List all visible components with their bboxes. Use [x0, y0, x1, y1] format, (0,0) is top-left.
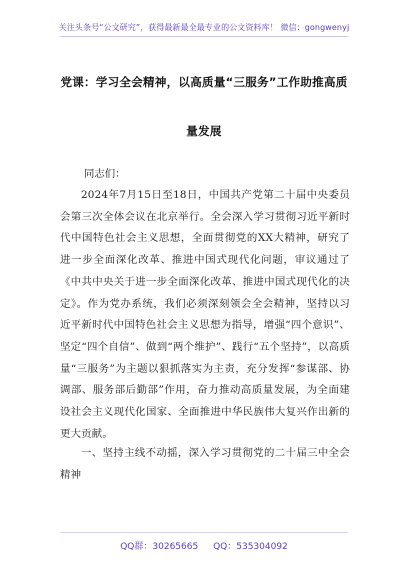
- header-banner: 关注头条号“公文研究”，获得最新最全最专业的公文资料库！ 微信：gongwenyj: [58, 23, 350, 32]
- footer: [0, 539, 408, 552]
- footer-qq-group: QQ群：30265665: [120, 542, 199, 552]
- header-divider: [60, 36, 348, 37]
- document-title-line-1: 党课：学习全会精神，以高质量“三服务”工作助推高质: [60, 75, 348, 89]
- footer-qq: QQ：535304092: [213, 542, 288, 552]
- document-title-line-2: 量发展: [186, 124, 222, 138]
- footer-divider: [60, 532, 348, 533]
- body-paragraph-1: 2024年7月15日至18日，中国共产党第二十届中央委员会第三次全体会议在北京举行。全会深入学习贯彻习近平新时代中国特色社会主义思想，全面贯彻党的XX大精神，研究了进一步全面深化改革、推进中国式现代化问题，审议通过了《中共中央关于进一步全面深化改革、推进中国式现代化的决定》。作为党办系统，我们必须深刻领会全会精神，坚持以习近平新时代中国特色社会主义思想为指导，增强“四个意识”、坚定“四个自信”、做到“两个维护”、践行“五个坚持”，以高质量“三服务”为主题以狠抓落实为主责，充分发挥“参谋部、协调部、服务部后勤部”作用，奋力推动高质量发展，为全面建设社会主义现代化国家、全面推进中华民族伟大复兴作出新的更大贡献。: [60, 189, 350, 440]
- body-paragraph-2: 一、坚持主线不动摇，深入学习贯彻党的二十届三中全会精神: [60, 447, 350, 481]
- greeting: 同志们：: [84, 168, 126, 180]
